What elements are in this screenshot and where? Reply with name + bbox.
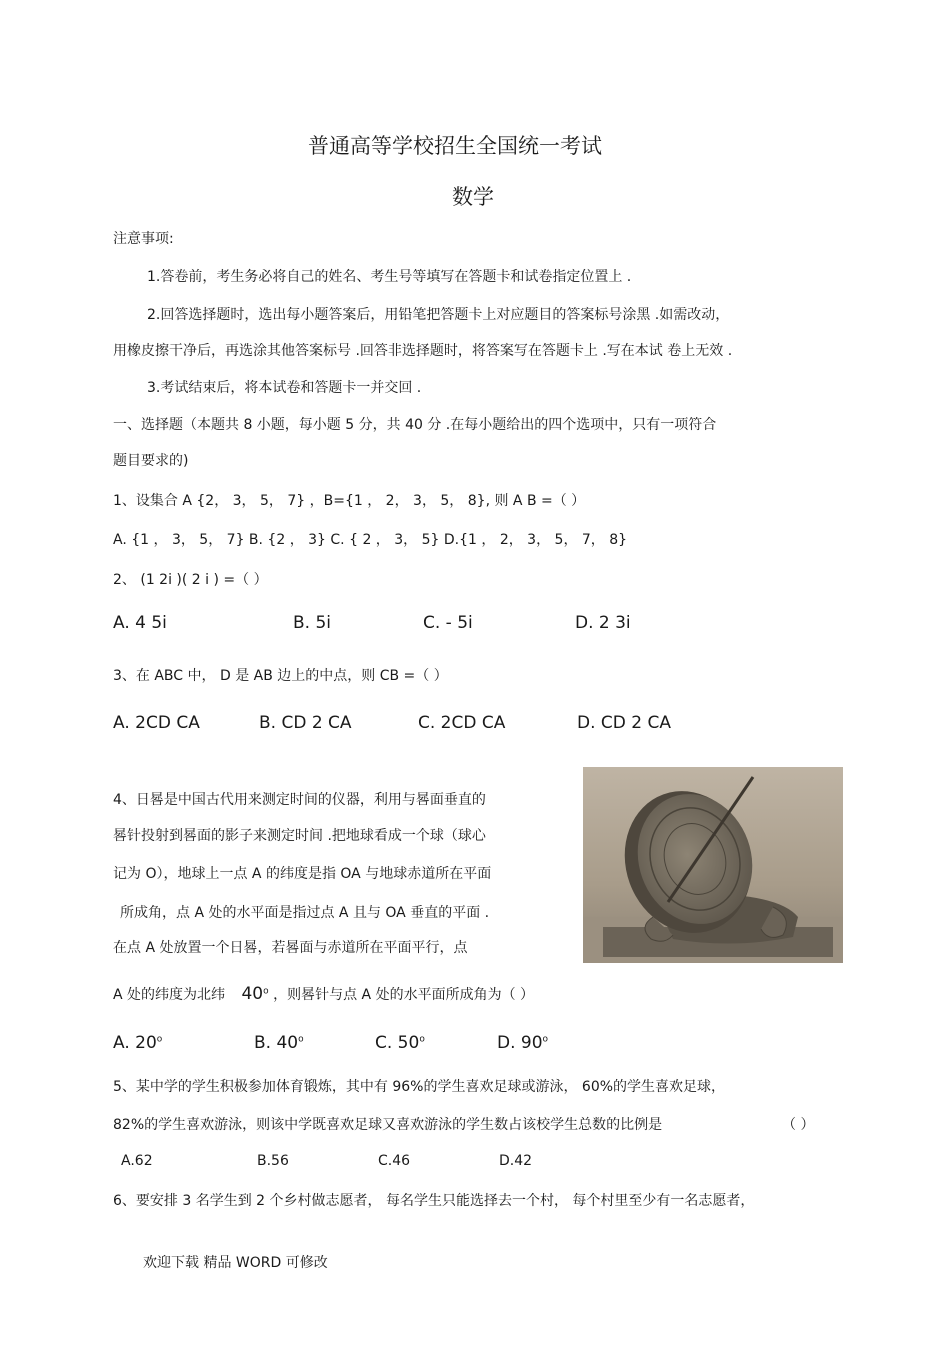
exam-title: 普通高等学校招生全国统一考试 bbox=[308, 134, 602, 158]
latitude-value: 40 bbox=[241, 984, 264, 1004]
question-3-option-c: C. 2CD CA bbox=[418, 713, 506, 733]
section-heading-line-2: 题目要求的) bbox=[113, 453, 189, 469]
question-2-option-d: D. 2 3i bbox=[575, 613, 631, 633]
question-3-stem: 3、在 ABC 中， D 是 AB 边上的中点，则 CB =（ ） bbox=[113, 668, 448, 684]
question-3-option-d: D. CD 2 CA bbox=[577, 713, 671, 733]
question-4-option-c: C. 50$^o$ bbox=[375, 1033, 425, 1053]
question-5-line-2: 82%的学生喜欢游泳，则该中学既喜欢足球又喜欢游泳的学生数占该校学生总数的比例是 bbox=[113, 1117, 663, 1133]
page-footer: 欢迎下载 精品 WORD 可修改 bbox=[143, 1255, 328, 1271]
question-5-option-c: C.46 bbox=[378, 1153, 411, 1169]
section-heading-line-1: 一、选择题（本题共 8 小题，每小题 5 分，共 40 分 .在每小题给出的四个选项中，只有一项符合 bbox=[113, 417, 717, 433]
exam-subject: 数学 bbox=[452, 185, 494, 209]
question-4-option-d: D. 90$^o$ bbox=[497, 1033, 549, 1053]
question-2-stem: 2、 (1 2i )( 2 i ) =（ ） bbox=[113, 572, 268, 588]
question-4-line-4: 所成角，点 A 处的水平面是指过点 A 且与 OA 垂直的平面 . bbox=[120, 905, 490, 921]
question-5-option-b: B.56 bbox=[257, 1153, 289, 1169]
question-5-line-1: 5、某中学的学生积极参加体育锻炼，其中有 96%的学生喜欢足球或游泳， 60%的学生喜欢足球， bbox=[113, 1079, 726, 1095]
notice-item-1: 1.答卷前，考生务必将自己的姓名、考生号等填写在答题卡和试卷指定位置上 . bbox=[147, 269, 632, 285]
question-2-option-b: B. 5i bbox=[293, 613, 332, 633]
question-1-stem: 1、设集合 A {2， 3， 5， 7} ，B={1 ， 2， 3， 5， 8}, 则 A B =（ ） bbox=[113, 493, 586, 509]
notice-item-2-line-2: 用橡皮擦干净后，再选涂其他答案标号 .回答非选择题时，将答案写在答题卡上 .写在本试 卷上无效 . bbox=[113, 343, 733, 359]
question-2-option-c: C. - 5i bbox=[423, 613, 473, 633]
sundial-photo bbox=[583, 767, 843, 963]
question-5-option-a: A.62 bbox=[121, 1153, 153, 1169]
question-4-option-a: A. 20$^o$ bbox=[113, 1033, 163, 1053]
question-4-option-b: B. 40$^o$ bbox=[254, 1033, 304, 1053]
question-5-answer-paren: （ ） bbox=[782, 1117, 815, 1133]
question-5-option-d: D.42 bbox=[499, 1153, 533, 1169]
question-3-option-b: B. CD 2 CA bbox=[259, 713, 352, 733]
question-4-line-6-prefix: A 处的纬度为北纬 bbox=[113, 987, 226, 1003]
question-4-line-2: 晷针投射到晷面的影子来测定时间 .把地球看成一个球（球心 bbox=[113, 828, 486, 844]
question-4-line-5: 在点 A 处放置一个日晷，若晷面与赤道所在平面平行，点 bbox=[113, 940, 468, 956]
notice-item-2-line-1: 2.回答选择题时，选出每小题答案后，用铅笔把答题卡上对应题目的答案标号涂黑 .如需改动， bbox=[147, 307, 730, 323]
question-1-options: A. {1 ， 3， 5， 7} B. {2 ， 3} C. { 2 ， 3， 5} D.{1 ， 2， 3， 5， 7， 8} bbox=[113, 532, 628, 548]
question-3-option-a: A. 2CD CA bbox=[113, 713, 200, 733]
notice-item-3: 3.考试结束后，将本试卷和答题卡一并交回 . bbox=[147, 380, 422, 396]
notice-heading: 注意事项: bbox=[113, 231, 174, 247]
question-4-line-6-suffix: ，则晷针与点 A 处的水平面所成角为（ ） bbox=[273, 987, 535, 1003]
question-4-line-6 bbox=[113, 984, 534, 1004]
question-2-option-a: A. 4 5i bbox=[113, 613, 167, 633]
question-4-line-1: 4、日晷是中国古代用来测定时间的仪器，利用与晷面垂直的 bbox=[113, 792, 486, 808]
degree-mark: o bbox=[263, 986, 269, 997]
question-6-line-1: 6、要安排 3 名学生到 2 个乡村做志愿者， 每名学生只能选择去一个村， 每个村里至少有一名志愿者， bbox=[113, 1193, 755, 1209]
question-4-line-3: 记为 O），地球上一点 A 的纬度是指 OA 与地球赤道所在平面 bbox=[113, 866, 492, 882]
